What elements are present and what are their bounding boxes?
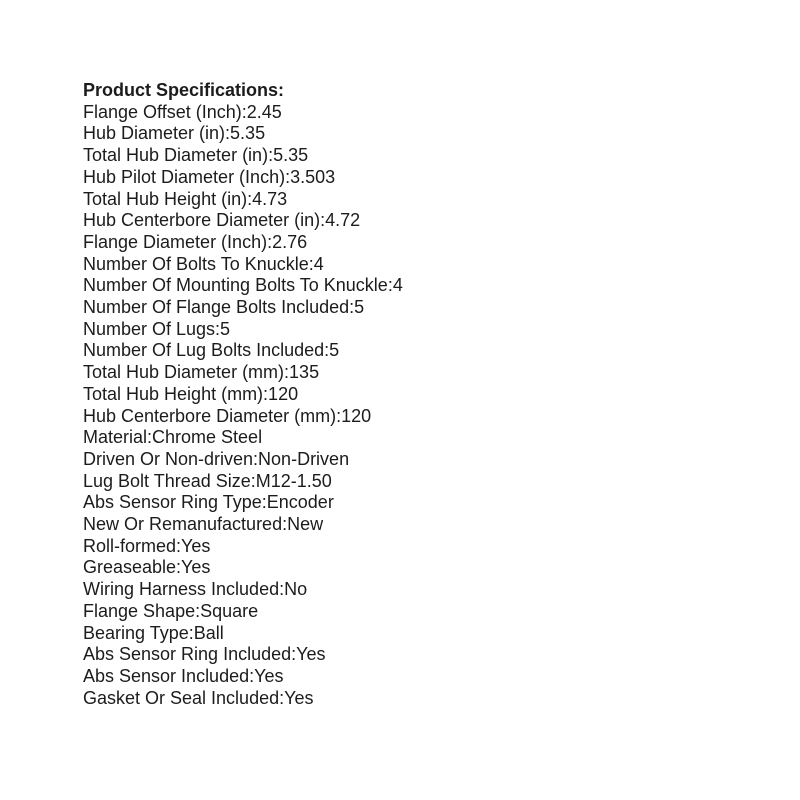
spec-line: Total Hub Height (in):4.73: [83, 188, 288, 209]
spec-line: Total Hub Height (mm):120: [83, 383, 299, 404]
spec-line: Total Hub Diameter (mm):135: [83, 362, 320, 383]
spec-line: Wiring Harness Included:No: [83, 579, 308, 600]
spec-line: Number Of Flange Bolts Included:5: [83, 297, 365, 318]
spec-line: Hub Pilot Diameter (Inch):3.503: [83, 166, 336, 187]
spec-line: Greaseable:Yes: [83, 557, 211, 578]
spec-title: Product Specifications:: [83, 80, 285, 100]
spec-line: Flange Diameter (Inch):2.76: [83, 231, 308, 252]
spec-block: [83, 80, 403, 709]
spec-line: Number Of Lug Bolts Included:5: [83, 340, 340, 361]
spec-line: Driven Or Non-driven:Non-Driven: [83, 448, 350, 469]
spec-list: [83, 102, 403, 710]
spec-line: Lug Bolt Thread Size:M12-1.50: [83, 470, 332, 491]
spec-line: Roll-formed:Yes: [83, 535, 211, 556]
spec-line: Number Of Lugs:5: [83, 318, 231, 339]
spec-line: Number Of Mounting Bolts To Knuckle:4: [83, 275, 403, 296]
spec-line: Total Hub Diameter (in):5.35: [83, 145, 309, 166]
spec-line: Flange Offset (Inch):2.45: [83, 101, 282, 122]
spec-line: Gasket Or Seal Included:Yes: [83, 687, 314, 708]
spec-line: Abs Sensor Included:Yes: [83, 665, 284, 686]
spec-line: Bearing Type:Ball: [83, 622, 224, 643]
spec-line: Material:Chrome Steel: [83, 427, 263, 448]
spec-line: Hub Diameter (in):5.35: [83, 123, 266, 144]
spec-line: Number Of Bolts To Knuckle:4: [83, 253, 324, 274]
spec-line: Abs Sensor Ring Type:Encoder: [83, 492, 334, 513]
spec-line: Flange Shape:Square: [83, 600, 259, 621]
spec-line: Hub Centerbore Diameter (mm):120: [83, 405, 372, 426]
spec-line: Hub Centerbore Diameter (in):4.72: [83, 210, 361, 231]
spec-line: New Or Remanufactured:New: [83, 514, 324, 535]
spec-line: Abs Sensor Ring Included:Yes: [83, 644, 326, 665]
